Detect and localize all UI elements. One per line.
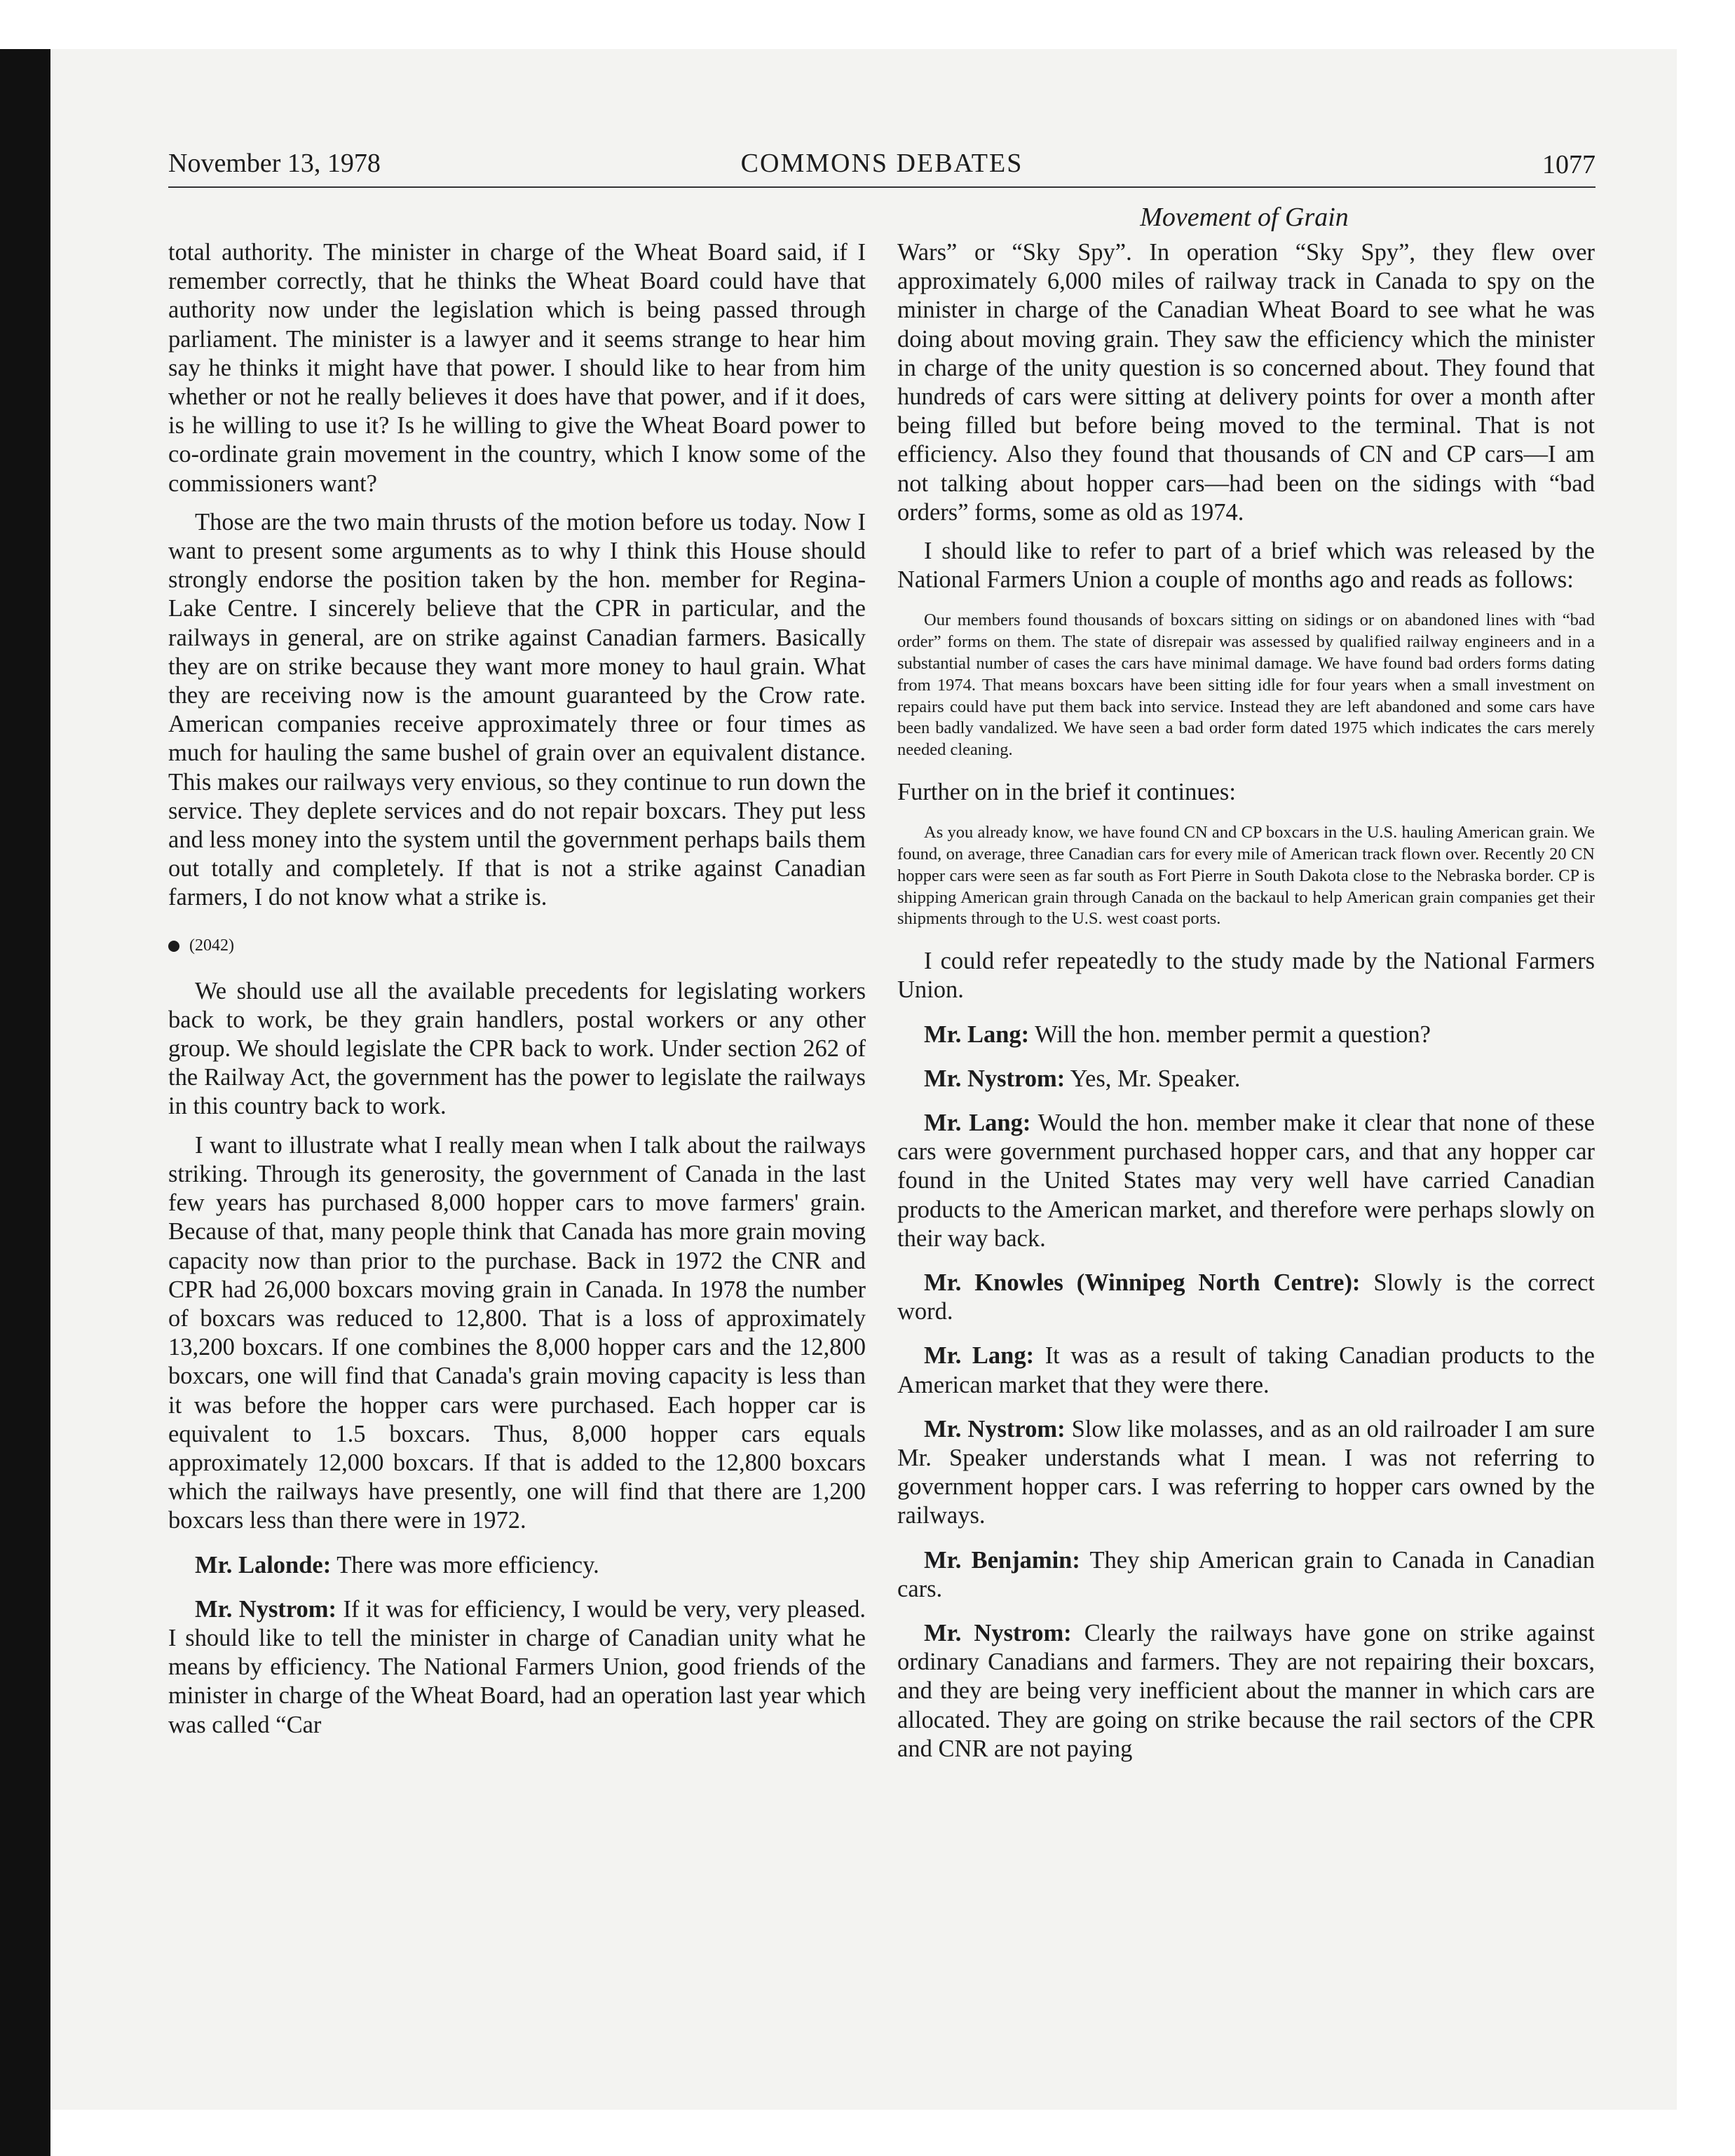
time-marker <box>168 934 866 957</box>
page-number: 1077 <box>1542 150 1595 179</box>
speech-text: It was as a result of taking Canadian products to the American market that they were there. <box>897 1342 1595 1398</box>
speech-text: Slow like molasses, and as an old railroader I am sure Mr. Speaker understands what I mean. I was not referring to government hopper cars. I was referring to hopper cars owned by the railways. <box>897 1415 1595 1529</box>
block-quote: As you already know, we have found CN and CP boxcars in the U.S. hauling American grain. We found, on average, three Canadian cars for every mile of American track flown over. Recently 20 CN hopper cars were seen as far south as Fort Pierre in South Dakota close to the Nebraska border. CP is shipping American grain through Canada on the backaul to help American grain companies get their shipments through to the U.S. west coast ports. <box>897 823 1595 929</box>
left-column <box>168 238 866 1749</box>
page-header <box>168 146 1595 188</box>
scan-border <box>0 49 50 2156</box>
speech <box>897 1342 1595 1399</box>
speech-text: Would the hon. member make it clear that none of these cars were government purchased hopper cars, and that any hopper car found in the United States may very well have carried Canadian products to the American market, and therefore were perhaps slowly on their way back. <box>897 1110 1595 1252</box>
speech <box>897 1415 1595 1531</box>
speech <box>168 1595 866 1740</box>
speech-text: Clearly the railways have gone on strike against ordinary Canadians and farmers. They are not repairing their boxcars, and they are being very inefficient about the manner in which cars are allocated. They are going on strike because the rail sectors of the CPR and CNR are not paying <box>897 1620 1595 1762</box>
speech-text: Will the hon. member permit a question? <box>1029 1021 1431 1048</box>
right-column <box>897 238 1595 1773</box>
speech-text: If it was for efficiency, I would be very, very pleased. I should like to tell the minister in charge of Canadian unity what he means by efficiency. The National Farmers Union, good friends of the minister in charge of the Wheat Board, had an operation last year which was called “Car <box>168 1595 866 1738</box>
running-head: Movement of Grain <box>1140 203 1349 232</box>
speech <box>897 1065 1595 1093</box>
speech <box>897 1021 1595 1049</box>
speaker-name: Mr. Nystrom: <box>924 1620 1072 1647</box>
header-title: COMMONS DEBATES <box>740 149 1023 178</box>
speaker-name: Mr. Benjamin: <box>924 1546 1080 1574</box>
speaker-name: Mr. Knowles (Winnipeg North Centre): <box>924 1269 1361 1297</box>
paragraph: I could refer repeatedly to the study made by the National Farmers Union. <box>897 948 1595 1004</box>
speech-text: Yes, Mr. Speaker. <box>1065 1065 1241 1092</box>
speaker-name: Mr. Nystrom: <box>924 1415 1066 1442</box>
paragraph: Further on in the brief it continues: <box>897 779 1236 806</box>
bullet-icon <box>168 941 179 952</box>
speech <box>168 1551 866 1580</box>
speech <box>897 1619 1595 1763</box>
speaker-name: Mr. Lalonde: <box>195 1551 332 1578</box>
speech <box>897 1269 1595 1326</box>
paragraph: We should use all the available precedents for legislating workers back to work, be they grain handlers, postal workers or any other group. We should legislate the CPR back to work. Under section 262 of the Railway Act, the government has the power to legislate the railways in this country back to work. <box>168 977 866 1120</box>
paragraph: Those are the two main thrusts of the motion before us today. Now I want to present some arguments as to why I think this House should strongly endorse the position taken by the hon. member for Regina-Lake Centre. I sincerely believe that the CPR in particular, and the railways in general, are on strike against Canadian farmers. Basically they are on strike because they want more money to haul grain. What they are receiving now is the amount guaranteed by the Crow rate. American companies receive approximately three or four times as much for hauling the same bushel of grain over an equivalent distance. This makes our railways very envious, so they continue to run down the service. They deplete services and do not repair boxcars. They put less and less money into the system until the government perhaps bails them out totally and completely. If that is not a strike against Canadian farmers, I do not know what a strike is. <box>168 508 866 911</box>
paragraph: I want to illustrate what I really mean when I talk about the railways striking. Through its generosity, the government of Canada in the last few years has purchased 8,000 hopper cars to move farmers' grain. Because of that, many people think that Canada has more grain moving capacity now than prior to the purchase. Back in 1972 the CNR and CPR had 26,000 boxcars moving grain in Canada. In 1978 the number of boxcars was reduced to 12,800. That is a loss of approximately 13,200 boxcars. If one combines the 8,000 hopper cars and the 12,800 boxcars, one will find that Canada's grain moving capacity is less than it was before the hopper cars were purchased. Each hopper car is equivalent to 1.5 boxcars. Thus, 8,000 hopper cars equals approximately 12,000 boxcars. If that is added to the 12,800 boxcars which the railways have presently, one will find that there are 1,200 boxcars less than there were in 1972. <box>168 1131 866 1534</box>
speech-text: There was more efficiency. <box>331 1551 599 1578</box>
time-marker-label: (2042) <box>189 936 234 955</box>
speech-text: They ship American grain to Canada in Canadian cars. <box>897 1546 1595 1602</box>
paragraph: I should like to refer to part of a brief which was released by the National Farmers Union a couple of months ago and reads as follows: <box>897 538 1595 594</box>
paragraph: total authority. The minister in charge of the Wheat Board said, if I remember correctly, that he thinks the Wheat Board could have that authority now under the legislation which is being passed through parliament. The minister is a lawyer and it seems strange to hear him say he thinks it might have that power. I should like to hear from him whether or not he really believes it does have that power, and if it does, is he willing to use it? Is he willing to give the Wheat Board power to co-ordinate grain movement in the country, which I know some of the commissioners want? <box>168 239 866 497</box>
speaker-name: Mr. Lang: <box>924 1021 1030 1048</box>
speaker-name: Mr. Lang: <box>924 1342 1035 1370</box>
speech <box>897 1109 1595 1253</box>
speech <box>897 1546 1595 1604</box>
speaker-name: Mr. Nystrom: <box>924 1065 1066 1092</box>
speaker-name: Mr. Nystrom: <box>195 1595 337 1623</box>
paragraph: Wars” or “Sky Spy”. In operation “Sky Spy”, they flew over approximately 6,000 miles of railway track in Canada to spy on the minister in charge of the Canadian Wheat Board to see what he was doing about moving grain. They saw the efficiency which the minister in charge of the unity question is so concerned about. They found that hundreds of cars were sitting at delivery points for over a month after being filled but before being moved to the terminal. That is not efficiency. Also they found that thousands of CN and CP cars—I am not talking about hopper cars—had been on the sidings with “bad orders” forms, some as old as 1974. <box>897 239 1595 526</box>
header-date: November 13, 1978 <box>168 149 381 178</box>
speech-text: Slowly is the correct word. <box>897 1269 1595 1325</box>
speaker-name: Mr. Lang: <box>924 1110 1031 1137</box>
block-quote: Our members found thousands of boxcars sitting on sidings or on abandoned lines with “bad order” forms on them. The state of disrepair was assessed by qualified railway engineers and in a substantial number of cases the cars have minimal damage. We have found bad orders forms dating from 1974. That means boxcars have been sitting idle for four years when a small investment on repairs could have put them back into service. Instead they are left abandoned and some cars have been badly vandalized. We have seen a bad order form dated 1975 which indicates the cars merely needed cleaning. <box>897 610 1595 760</box>
